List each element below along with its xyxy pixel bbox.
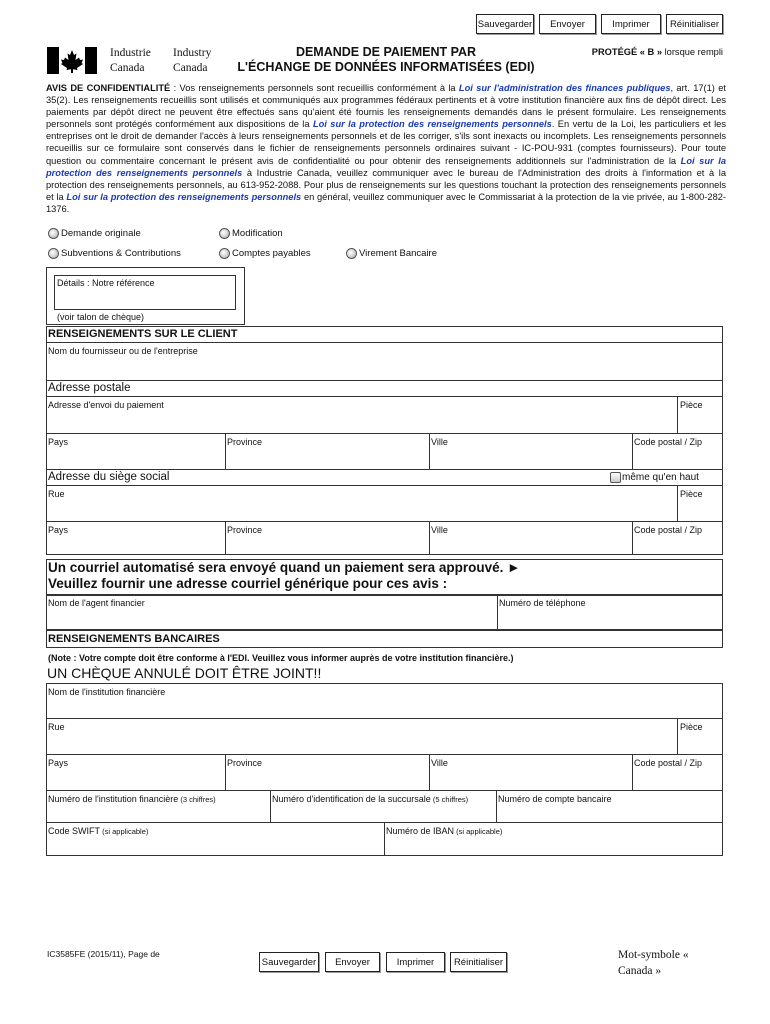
email-notice-line2: Veuillez fournir une adresse courriel générique pour ces avis : xyxy=(48,576,448,591)
iban-hint: (si applicable) xyxy=(454,827,503,836)
details-note: (voir talon de chèque) xyxy=(57,312,145,322)
head-office-postal-code-field[interactable]: Code postal / Zip xyxy=(634,525,703,535)
same-as-above-checkbox[interactable] xyxy=(610,472,621,483)
institution-number-field[interactable] xyxy=(48,794,216,804)
reset-button-top[interactable]: Réinitialiser xyxy=(666,14,723,34)
iban-label: Numéro de IBAN xyxy=(386,826,455,836)
save-button-top[interactable]: Sauvegarder xyxy=(476,14,534,34)
privacy-text-1: : Vos renseignements personnels sont recueillis conformément à la xyxy=(170,83,459,93)
agent-row xyxy=(46,595,723,630)
privacy-text-3: . En vertu de la Loi, les particuliers et les entreprises ont le droit de demander l'accès à leurs renseignements personnels et de les corriger, s'ils sont inexacts ou incomplets. Les renseignements personnels recueillis sur ce formulaire sont conservés dans le fichier de renseignements personnels ordinaires suivant - IC-POU-931 (comptes fournisseurs). Pour toute question ou commentaire concernant le présent avis de confidentialité ou pour obtenir des renseignements additionnels sur l'administration de la xyxy=(46,119,727,166)
law-link-privacy-2[interactable]: Loi sur la protection des renseignements personnels xyxy=(46,155,726,178)
form-title xyxy=(226,45,546,75)
dept-fr-line2: Canada xyxy=(110,62,145,74)
institution-number-hint: (3 chiffres) xyxy=(178,795,216,804)
form-identifier: IC3585FE (2015/11), Page de xyxy=(47,949,160,959)
branch-number-field[interactable] xyxy=(272,794,468,804)
reset-button-bottom[interactable]: Réinitialiser xyxy=(450,952,507,972)
bank-postal-code-field[interactable]: Code postal / Zip xyxy=(634,758,703,768)
protected-level: PROTÉGÉ « B » xyxy=(591,47,663,57)
form-title-line2: L'ÉCHANGE DE DONNÉES INFORMATISÉES (EDI) xyxy=(237,60,535,74)
form-title-line1: DEMANDE DE PAIEMENT PAR xyxy=(295,45,477,59)
swift-code-field[interactable] xyxy=(48,826,148,836)
institution-number-label: Numéro de l'institution financière xyxy=(48,794,179,804)
iban-field[interactable] xyxy=(386,826,502,836)
privacy-notice xyxy=(46,82,726,215)
postal-code-field[interactable]: Code postal / Zip xyxy=(634,437,703,447)
bank-edi-note: (Note : Votre compte doit être conforme à l'EDI. Veuillez vous informer auprès de votre institution financière.) xyxy=(48,653,514,663)
canada-flag-icon xyxy=(47,47,97,74)
send-button-top[interactable]: Envoyer xyxy=(539,14,596,34)
void-cheque-notice: UN CHÈQUE ANNULÉ DOIT ÊTRE JOINT!! xyxy=(47,665,322,681)
send-button-bottom[interactable]: Envoyer xyxy=(325,952,380,972)
radio-modification-label: Modification xyxy=(232,228,283,239)
bank-street-field[interactable]: Rue xyxy=(48,722,65,732)
head-office-heading: Adresse du siège social xyxy=(48,471,170,483)
supplier-name-field[interactable]: Nom du fournisseur ou de l'entreprise xyxy=(48,346,198,356)
protected-suffix: lorsque rempli xyxy=(662,47,723,57)
client-section-header: RENSEIGNEMENTS SUR LE CLIENT xyxy=(48,328,238,340)
head-office-city-field[interactable]: Ville xyxy=(431,525,448,535)
province-field[interactable]: Province xyxy=(227,437,263,447)
country-field[interactable]: Pays xyxy=(48,437,69,447)
wordmark-line2: Canada » xyxy=(618,965,662,977)
privacy-text-4: à Industrie Canada, veuillez communiquer avec le bureau de l'Administration des droits à l'information et à la protection des renseignements personnels, au 613-952-2088. Pour plus de renseignements sur les questions touchant la protection des renseignements personnels et la xyxy=(46,167,726,202)
law-link-finance[interactable]: Loi sur l'administration des finances publiques xyxy=(458,83,671,93)
print-button-top[interactable]: Imprimer xyxy=(601,14,661,34)
radio-subsidies-label: Subventions & Contributions xyxy=(61,248,181,259)
radio-payables[interactable] xyxy=(219,248,230,259)
branch-number-hint: (5 chiffres) xyxy=(430,795,469,804)
radio-payables-label: Comptes payables xyxy=(232,248,311,259)
radio-original-label: Demande originale xyxy=(61,228,141,239)
protected-notice xyxy=(592,47,723,57)
radio-original-request[interactable] xyxy=(48,228,59,239)
head-office-room-field[interactable]: Pièce xyxy=(680,489,703,499)
privacy-heading: AVIS DE CONFIDENTIALITÉ xyxy=(46,83,171,93)
head-office-province-field[interactable]: Province xyxy=(227,525,263,535)
radio-modification[interactable] xyxy=(219,228,230,239)
same-as-above-label: même qu'en haut xyxy=(622,472,699,483)
law-link-privacy-3[interactable]: Loi sur la protection des renseignements personnels xyxy=(66,191,302,202)
save-button-bottom[interactable]: Sauvegarder xyxy=(259,952,319,972)
print-button-bottom[interactable]: Imprimer xyxy=(386,952,445,972)
account-number-field[interactable]: Numéro de compte bancaire xyxy=(498,794,612,804)
bank-section-header: RENSEIGNEMENTS BANCAIRES xyxy=(48,633,220,645)
agent-name-field[interactable]: Nom de l'agent financier xyxy=(48,598,145,608)
radio-wire-transfer[interactable] xyxy=(346,248,357,259)
law-link-privacy-1[interactable]: Loi sur la protection des renseignements personnels xyxy=(312,119,552,130)
privacy-text-2: , art. 17(1) et 35(2). Les renseignements recueillis sont utilisés et communiqués aux programmes fédéraux pertinents et à votre institution financière aux fins de dépôt direct. Les paiements par dépôt direct ne peuvent être effectués sans qu'aient été fournis les renseignements demandés dans le présent formulaire. Les renseignements personnels sont protégés conformément aux dispositions de la xyxy=(46,83,726,130)
dept-en-line1: Industry xyxy=(173,47,212,59)
details-reference-label: Détails : Notre référence xyxy=(57,278,155,288)
city-field[interactable]: Ville xyxy=(431,437,448,447)
wordmark-line1: Mot-symbole « xyxy=(618,949,689,961)
payment-address-field[interactable]: Adresse d'envoi du paiement xyxy=(48,400,164,410)
branch-number-label: Numéro d'identification de la succursale xyxy=(272,794,431,804)
head-office-country-field[interactable]: Pays xyxy=(48,525,69,535)
radio-subsidies[interactable] xyxy=(48,248,59,259)
radio-wire-label: Virement Bancaire xyxy=(359,248,437,259)
institution-name-field[interactable]: Nom de l'institution financière xyxy=(48,687,166,697)
dept-fr-line1: Industrie xyxy=(110,47,151,59)
dept-en-line2: Canada xyxy=(173,62,208,74)
swift-code-hint: (si applicable) xyxy=(100,827,149,836)
agent-phone-field[interactable]: Numéro de téléphone xyxy=(499,598,586,608)
privacy-text-5: en général, veuillez communiquer avec le Commissariat à la protection de la vie privée, au 1-800-282-1376. xyxy=(46,191,727,214)
room-field[interactable]: Pièce xyxy=(680,400,703,410)
bank-city-field[interactable]: Ville xyxy=(431,758,448,768)
head-office-street-field[interactable]: Rue xyxy=(48,489,65,499)
swift-code-label: Code SWIFT xyxy=(48,826,101,836)
postal-address-heading: Adresse postale xyxy=(48,382,131,394)
email-notice-line1: Un courriel automatisé sera envoyé quand un paiement sera approuvé. ► xyxy=(48,560,521,575)
bank-province-field[interactable]: Province xyxy=(227,758,263,768)
bank-room-field[interactable]: Pièce xyxy=(680,722,703,732)
bank-country-field[interactable]: Pays xyxy=(48,758,69,768)
